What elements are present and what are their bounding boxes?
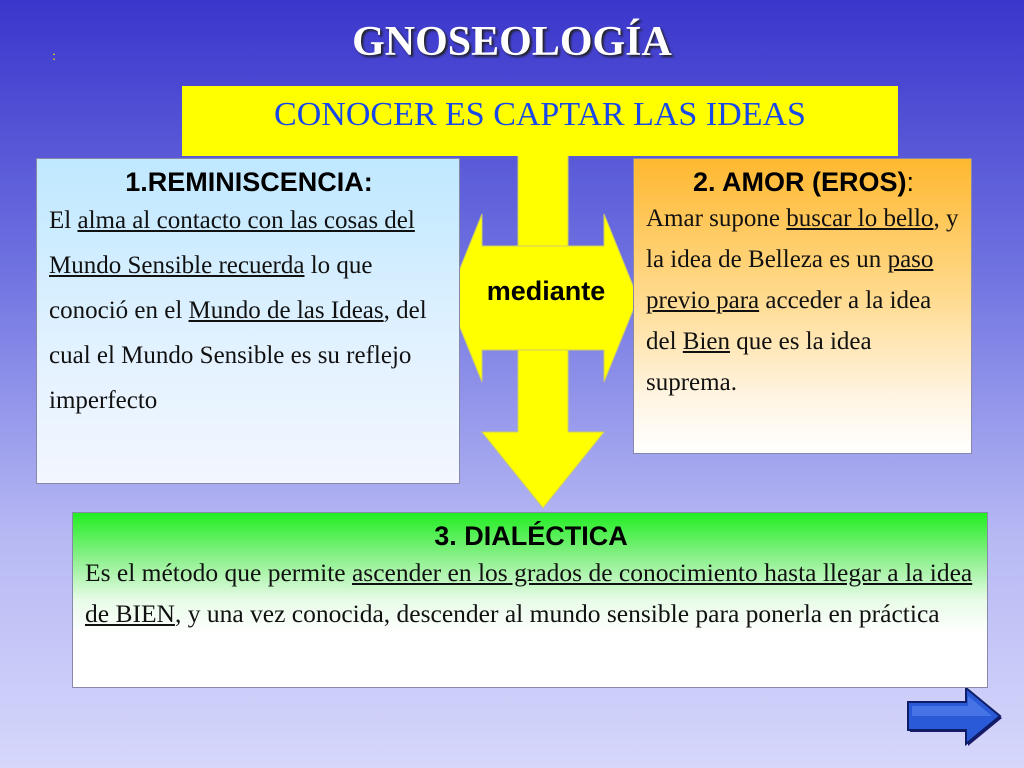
text-run: que es la idea suprema. [646, 328, 872, 396]
text-run: Amar supone [646, 205, 787, 232]
underlined-run: ascender en los grados de conocimiento hasta llegar a la idea de BIEN [85, 558, 973, 628]
text-run: , y la idea de Belleza es un [646, 205, 959, 273]
main-statement-box [182, 86, 898, 156]
text-run: lo que conoció en el [49, 252, 373, 324]
underlined-run: Bien [682, 328, 731, 355]
arrow-right-icon [908, 688, 1002, 746]
text-run: , y una vez conocida, descender al mundo sensible para ponerla en práctica [174, 599, 940, 628]
amor-heading [646, 167, 961, 198]
text-run: , del cual el Mundo Sensible es su reflejo imperfecto [49, 297, 427, 414]
reminiscencia-heading: 1.REMINISCENCIA: [125, 167, 373, 197]
reminiscencia-text [49, 198, 449, 423]
next-slide-button[interactable] [906, 688, 1006, 748]
reminiscencia-box [36, 158, 460, 484]
dialectica-text [85, 552, 977, 634]
dialectica-box [72, 512, 988, 688]
underlined-run: Mundo de las Ideas [188, 297, 384, 324]
underlined-run: buscar lo bello [786, 205, 934, 232]
text-run: acceder a la idea del [646, 287, 932, 355]
underlined-run: alma al contacto con las cosas del Mundo Sensible recuerda [49, 207, 415, 279]
amor-heading-text: 2. AMOR (EROS) [692, 167, 907, 197]
dialectica-heading: 3. DIALÉCTICA [434, 521, 628, 551]
underlined-run: paso previo para [646, 246, 934, 314]
amor-box [633, 158, 972, 454]
text-run: El [49, 207, 78, 234]
decorative-dots: : [52, 49, 56, 64]
amor-text [646, 198, 961, 403]
slide-title: GNOSEOLOGÍA [352, 19, 672, 65]
text-run: Es el método que permite [85, 558, 352, 587]
amor-heading-colon: : [906, 167, 915, 197]
connector-label: mediante [486, 276, 606, 306]
main-statement: CONOCER ES CAPTAR LAS IDEAS [274, 96, 806, 133]
